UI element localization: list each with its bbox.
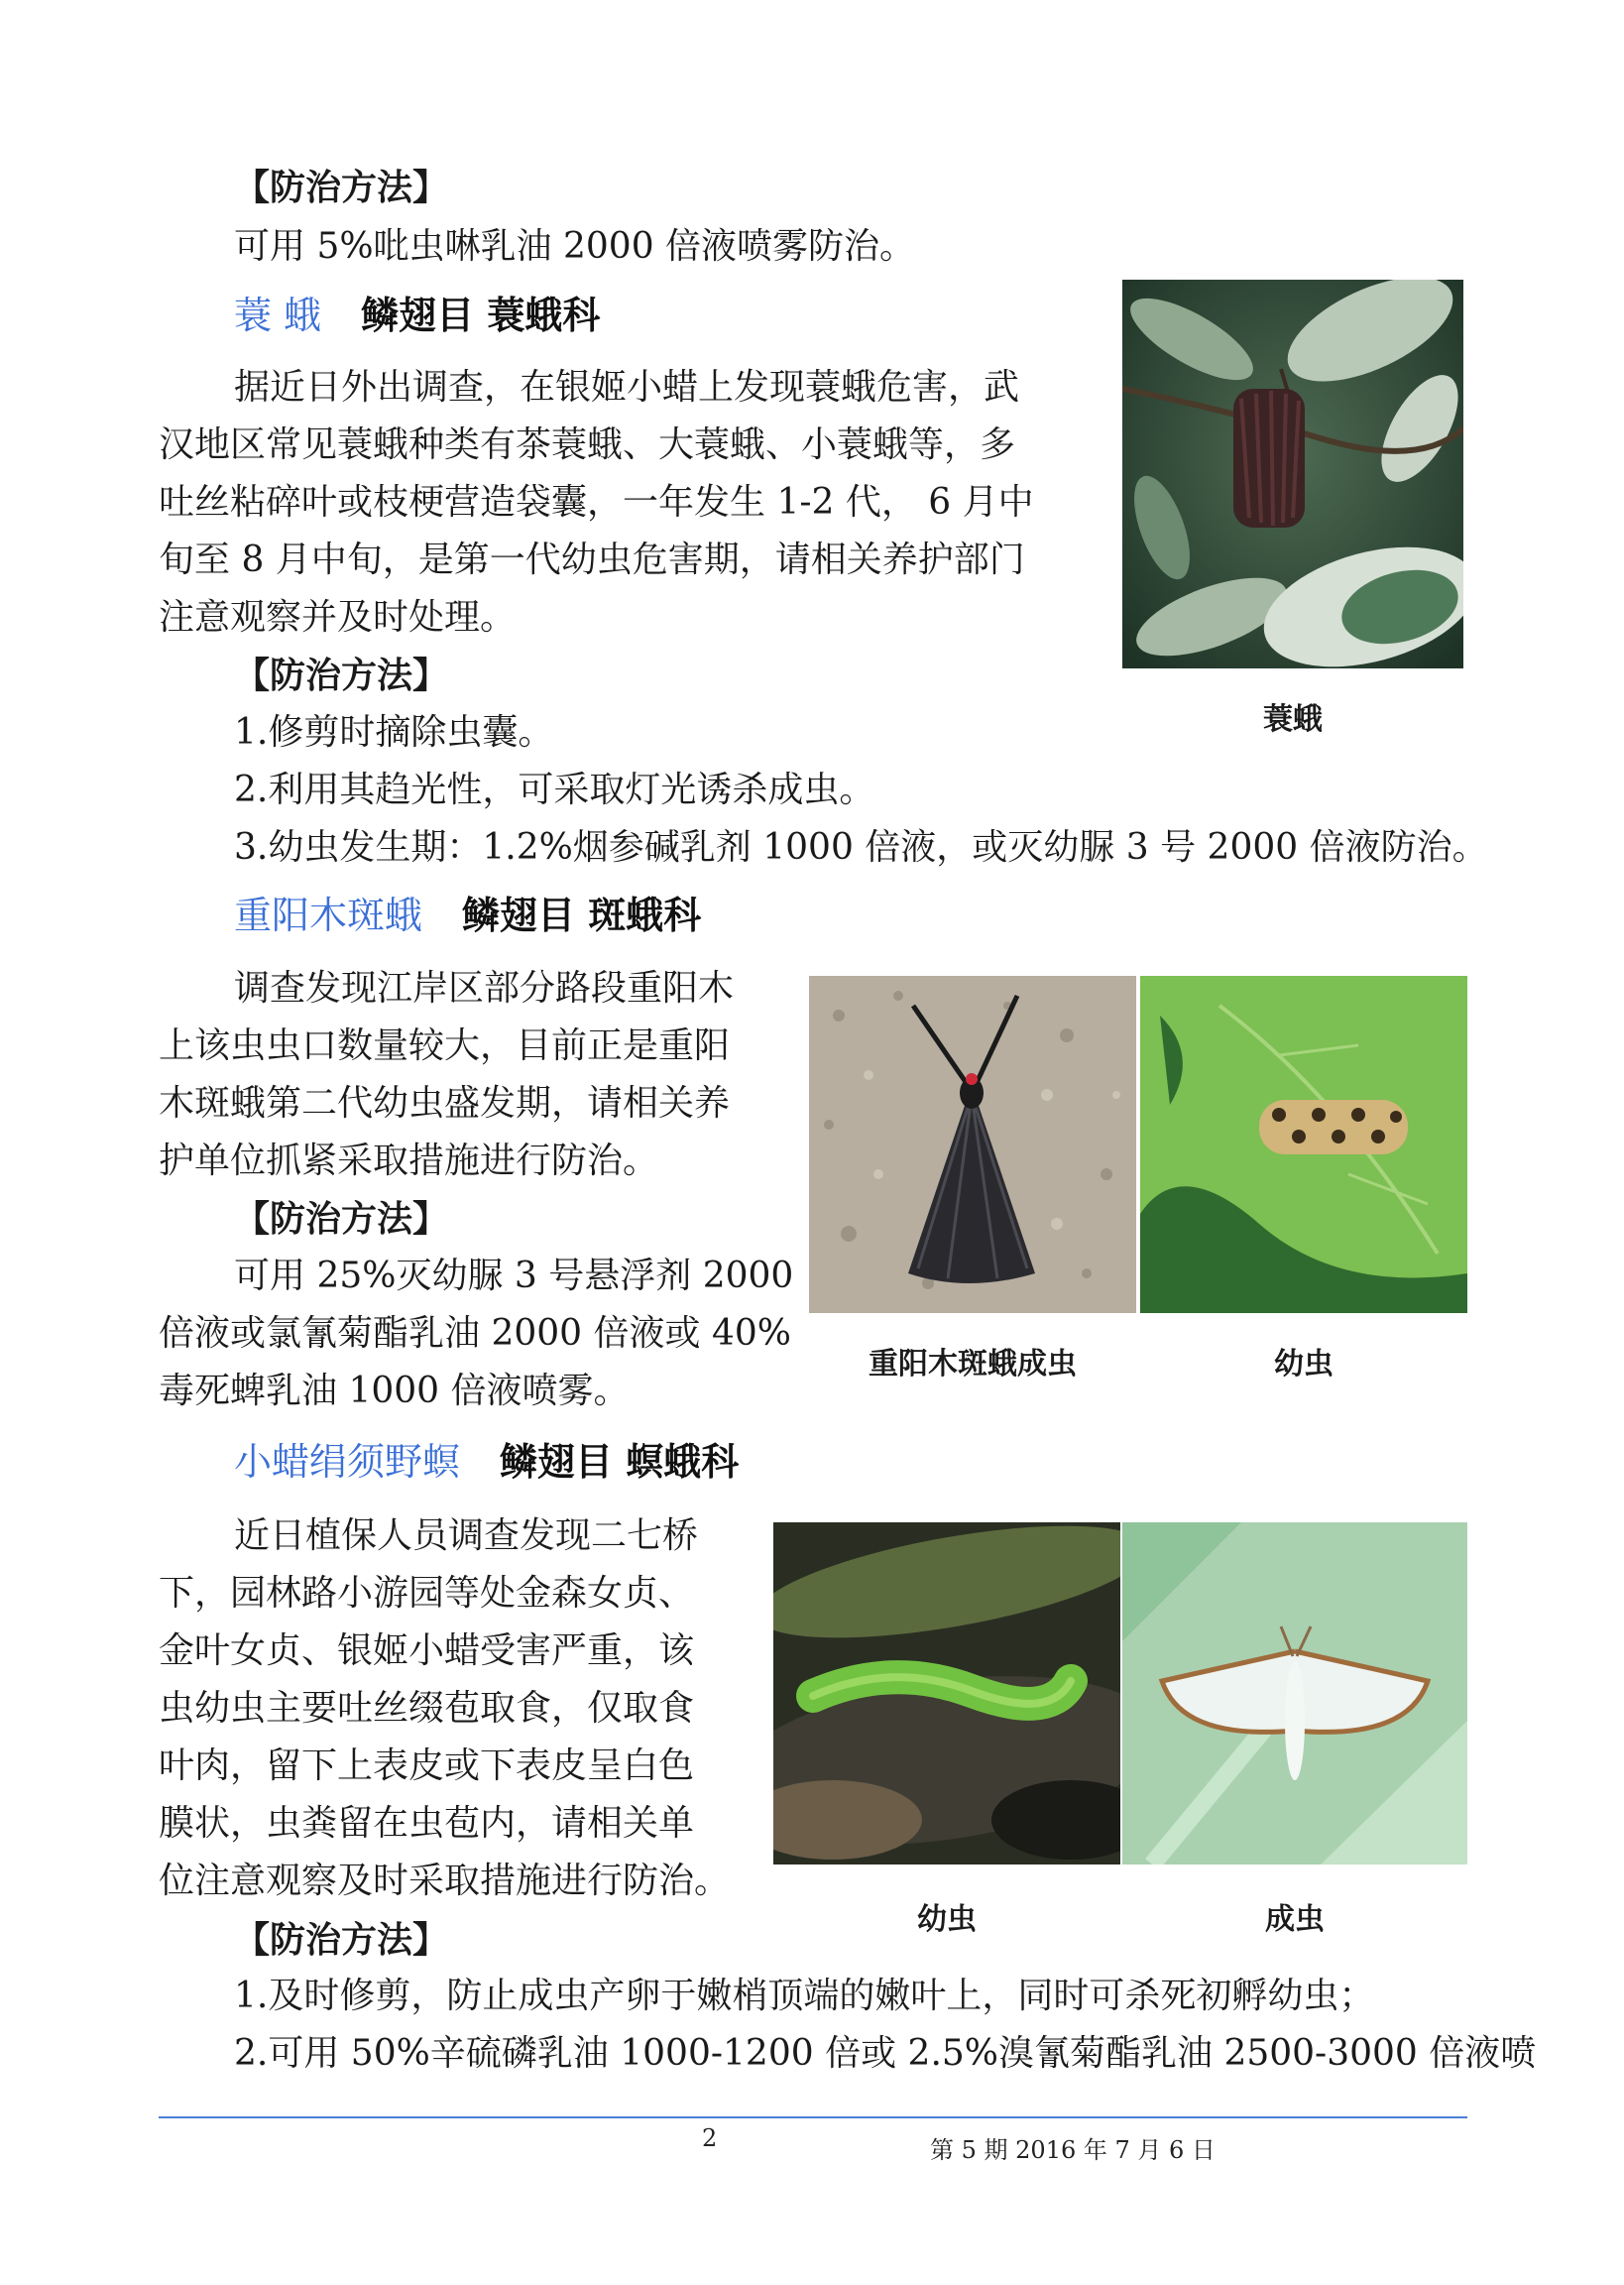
method-line: 2.可用 50%辛硫磷乳油 1000-1200 倍或 2.5%溴氰菊酯乳油 2500-3000 倍液喷	[234, 2033, 1537, 2074]
larva-image	[773, 1522, 1120, 1864]
paragraph-line: 近日植保人员调查发现二七桥	[234, 1515, 699, 1556]
pyralid-adult-photo	[1122, 1522, 1467, 1864]
paragraph-line: 据近日外出调查，在银姬小蜡上发现蓑蛾危害，武	[234, 367, 1020, 408]
method-heading: 【防治方法】	[234, 656, 449, 696]
page-number: 2	[702, 2124, 718, 2152]
pest-taxon: 鳞翅目 蓑蛾科	[361, 294, 601, 337]
photo-caption: 蓑蛾	[1263, 702, 1323, 737]
paragraph-line: 上该虫虫口数量较大，目前正是重阳	[159, 1025, 731, 1066]
method-line: 可用 5%吡虫啉乳油 2000 倍液喷雾防治。	[234, 226, 916, 267]
paragraph-line: 旬至 8 月中旬，是第一代幼虫危害期，请相关养护部门	[159, 540, 1025, 580]
bagworm-photo	[1122, 280, 1463, 668]
paragraph-line: 下，园林路小游园等处金森女贞、	[159, 1573, 695, 1614]
paragraph-line: 木斑蛾第二代幼虫盛发期，请相关养	[159, 1083, 731, 1124]
moth-adult-image	[1122, 1522, 1467, 1864]
paragraph-line: 吐丝粘碎叶或枝梗营造袋囊，一年发生 1-2 代， 6 月中	[159, 482, 1034, 523]
pyralid-larva-photo	[773, 1522, 1120, 1864]
photo-caption: 重阳木斑蛾成虫	[869, 1347, 1077, 1382]
paragraph-line: 虫幼虫主要吐丝缀苞取食，仅取食	[159, 1688, 695, 1729]
method-line: 可用 25%灭幼脲 3 号悬浮剂 2000	[234, 1256, 794, 1296]
method-heading: 【防治方法】	[234, 168, 449, 208]
paragraph-line: 汉地区常见蓑蛾种类有茶蓑蛾、大蓑蛾、小蓑蛾等，多	[159, 424, 1016, 465]
paragraph-line: 金叶女贞、银姬小蜡受害严重，该	[159, 1630, 695, 1671]
larva-body	[1259, 1100, 1408, 1154]
pest-name: 小蜡绢须野螟	[234, 1440, 461, 1484]
larva-image	[1140, 976, 1467, 1313]
method-heading: 【防治方法】	[234, 1199, 449, 1240]
bagworm-image	[1122, 280, 1463, 668]
moth-adult-image	[809, 976, 1136, 1313]
section-title-bagworm	[234, 288, 600, 343]
method-line: 倍液或氯氰菊酯乳油 2000 倍液或 40%	[159, 1313, 791, 1354]
method-line: 2.利用其趋光性，可采取灯光诱杀成虫。	[234, 770, 875, 810]
pest-name: 蓑 蛾	[234, 294, 322, 337]
method-line: 毒死蜱乳油 1000 倍液喷雾。	[159, 1371, 630, 1411]
pest-taxon: 鳞翅目 螟蛾科	[500, 1440, 740, 1484]
zygaenid-larva-photo	[1140, 976, 1467, 1313]
section-title-pyralid	[234, 1434, 739, 1490]
zygaenid-adult-photo	[809, 976, 1136, 1313]
photo-caption: 幼虫	[1274, 1347, 1334, 1382]
photo-caption: 幼虫	[917, 1902, 977, 1937]
section-title-zygaenid	[234, 888, 701, 943]
issue-date: 第 5 期 2016 年 7 月 6 日	[930, 2136, 1216, 2164]
paragraph-line: 位注意观察及时采取措施进行防治。	[159, 1861, 731, 1901]
method-line: 1.修剪时摘除虫囊。	[234, 712, 554, 753]
paragraph-line: 注意观察并及时处理。	[159, 597, 517, 638]
method-heading: 【防治方法】	[234, 1920, 449, 1961]
paragraph-line: 护单位抓紧采取措施进行防治。	[159, 1141, 659, 1181]
footer-divider	[159, 2116, 1467, 2118]
paragraph-line: 膜状，虫粪留在虫苞内，请相关单	[159, 1803, 695, 1844]
pest-name: 重阳木斑蛾	[234, 894, 423, 937]
method-line: 3.幼虫发生期：1.2%烟参碱乳剂 1000 倍液，或灭幼脲 3 号 2000 倍液防治。	[234, 827, 1488, 868]
method-line: 1.及时修剪，防止成虫产卵于嫩梢顶端的嫩叶上，同时可杀死初孵幼虫；	[234, 1976, 1375, 2016]
paragraph-line: 叶肉，留下上表皮或下表皮呈白色	[159, 1745, 695, 1786]
paragraph-line: 调查发现江岸区部分路段重阳木	[234, 968, 735, 1009]
pest-taxon: 鳞翅目 斑蛾科	[462, 894, 702, 937]
photo-caption: 成虫	[1265, 1902, 1325, 1937]
